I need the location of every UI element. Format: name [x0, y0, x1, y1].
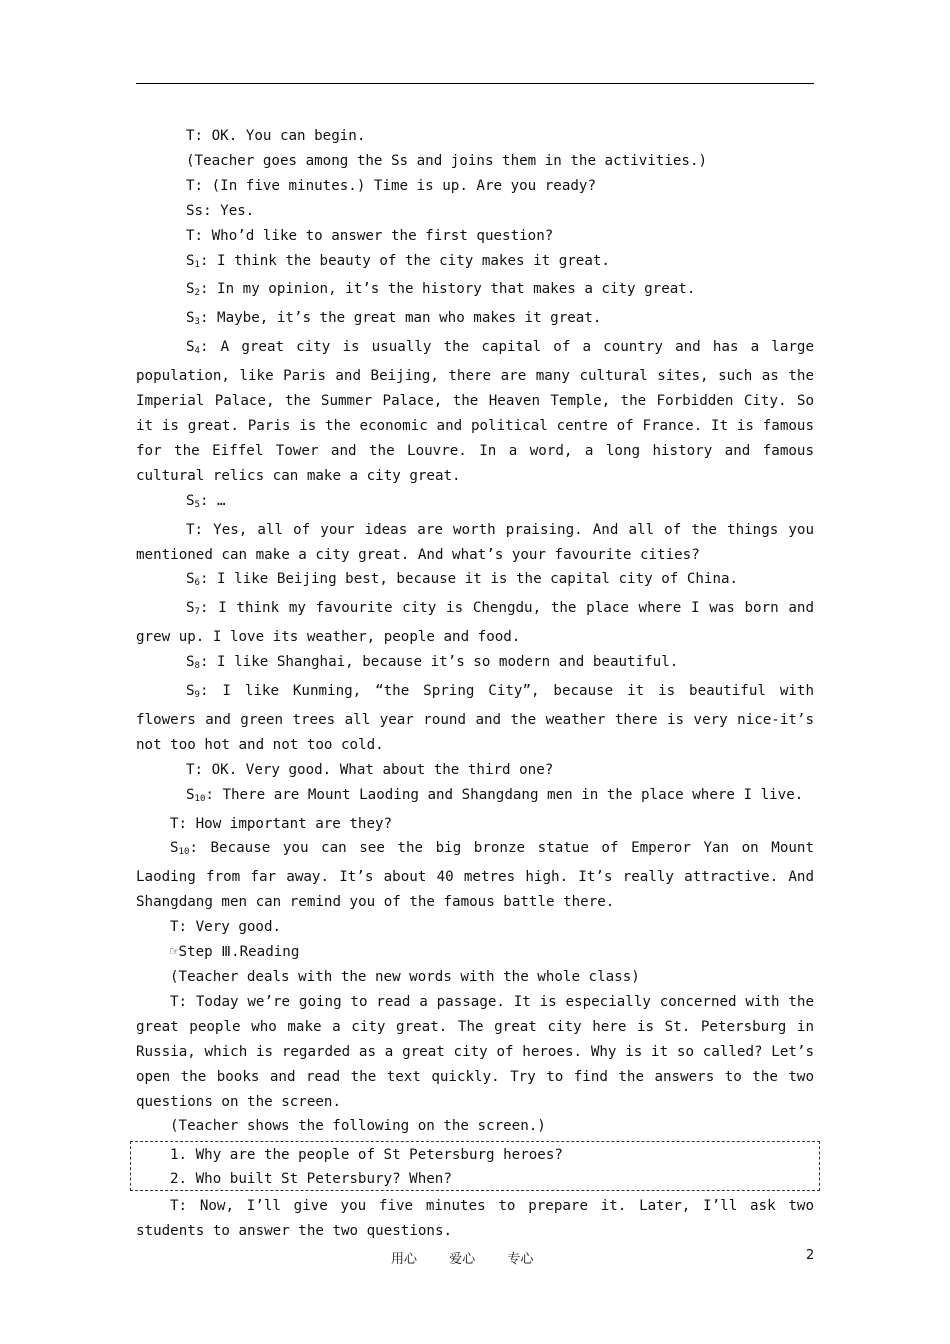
speaker-label: S	[186, 600, 195, 617]
speaker-label: S	[186, 252, 195, 269]
screen-questions-box	[130, 1141, 820, 1191]
footer-item-2: 爱心	[449, 1252, 476, 1267]
dialogue-line	[136, 249, 814, 278]
dialogue-line	[136, 199, 814, 224]
dialogue-line	[136, 965, 814, 990]
line-text: (Teacher shows the following on the screen.)	[170, 1118, 546, 1135]
screen-question-1: 1. Why are the people of St Petersburg heroes?	[170, 1147, 563, 1164]
dialogue-line	[136, 567, 814, 596]
line-text: : …	[199, 492, 226, 509]
speaker-label: S	[186, 492, 195, 509]
speaker-label: S	[186, 571, 195, 588]
dialogue-line	[136, 335, 823, 488]
line-text: : There are Mount Laoding and Shangdang men in the place where I live.	[205, 786, 804, 803]
line-text: ☞Step Ⅲ.Reading	[170, 944, 300, 961]
line-text: : I think my favourite city is Chengdu, the place where I was born and grew up. I love its weather, people and food.	[136, 600, 823, 646]
dialogue-line	[136, 306, 814, 335]
line-text: T: OK. Very good. What about the third one?	[186, 761, 554, 778]
dialogue-line	[136, 224, 814, 249]
line-text: T: OK. You can begin.	[186, 128, 366, 144]
dialogue-line	[136, 149, 814, 174]
speaker-label: S	[170, 840, 179, 857]
speaker-number: 5	[194, 499, 200, 510]
speaker-number: 8	[194, 661, 200, 672]
dialogue-line	[136, 124, 814, 149]
line-text: : I like Beijing best, because it is the capital city of China.	[199, 571, 739, 588]
speaker-number: 10	[178, 847, 190, 858]
line-text: : In my opinion, it’s the history that makes a city great.	[199, 281, 696, 298]
line-text: : I think the beauty of the city makes it great.	[199, 252, 610, 269]
dialogue-line	[136, 679, 823, 758]
speaker-label: S	[186, 339, 195, 356]
box-right-border	[819, 1141, 820, 1191]
page-number: 2	[806, 1248, 815, 1263]
line-text: Ss: Yes.	[186, 202, 255, 219]
dialogue-line	[136, 489, 814, 518]
dialogue-line	[136, 836, 823, 915]
dialogue-line	[136, 940, 814, 965]
line-text: : Because you can see the big bronze statue of Emperor Yan on Mount Laoding from far away. It’s about 40 metres high. It’s really attractive. And Shangdang men can remind you of the famous battle there.	[136, 840, 823, 911]
box-top-border	[130, 1141, 820, 1142]
line-text: (Teacher deals with the new words with the whole class)	[170, 969, 640, 985]
header-rule	[136, 83, 814, 84]
footer-motto	[391, 1248, 561, 1267]
box-bottom-border	[130, 1190, 820, 1191]
speaker-number: 1	[194, 259, 200, 270]
line-text: : Maybe, it’s the great man who makes it great.	[199, 310, 602, 327]
line-text: T: Yes, all of your ideas are worth praising. And all of the things you mentioned can make a city great. And what’s your favourite cities?	[136, 521, 823, 563]
speaker-number: 7	[194, 607, 200, 618]
line-text: T: Who’d like to answer the first question?	[186, 227, 554, 244]
screen-question-2: 2. Who built St Petersbury? When?	[170, 1171, 452, 1188]
dialogue-line	[136, 812, 814, 837]
dialogue-line	[136, 1114, 814, 1139]
dialogue-line	[136, 174, 814, 199]
dialogue-line	[136, 277, 814, 306]
speaker-label: S	[186, 310, 195, 327]
speaker-label: S	[186, 654, 195, 671]
line-text: (Teacher goes among the Ss and joins them in the activities.)	[186, 152, 708, 169]
footer-item-1: 用心	[391, 1252, 418, 1267]
dialogue-line	[136, 650, 814, 679]
line-text: T: How important are they?	[170, 815, 393, 832]
line-text: : A great city is usually the capital of a country and has a large population, like Paris and Beijing, there are many cultural sites, such as the Imperial Palace, the Summer Palace, the Heaven Temple, the Forbidden City. So it is great. Paris is the economic and political centre of France. It is famous for the Eiffel Tower and the Louvre. In a word, a long history and famous cultural relics can make a city great.	[136, 339, 823, 484]
speaker-number: 4	[194, 346, 200, 357]
speaker-label: S	[186, 281, 195, 298]
speaker-number: 9	[194, 690, 200, 701]
line-text: T: Very good.	[170, 919, 282, 936]
speaker-number: 2	[194, 288, 200, 299]
dialogue-line	[136, 915, 814, 940]
dialogue-line	[136, 783, 814, 812]
speaker-number: 3	[194, 317, 200, 328]
line-text: : I like Shanghai, because it’s so modern and beautiful.	[199, 654, 679, 671]
line-text: : I like Kunming, “the Spring City”, because it is beautiful with flowers and green trees all year round and the weather there is very nice-it’s not too hot and not too cold.	[136, 683, 823, 753]
dialogue-line	[136, 990, 823, 1115]
speaker-label: S	[186, 683, 195, 700]
footer-item-3: 专心	[507, 1252, 534, 1267]
document-body	[136, 124, 823, 1244]
speaker-number: 6	[194, 578, 200, 589]
speaker-number: 10	[194, 793, 206, 804]
closing-paragraph: T: Now, I’ll give you five minutes to prepare it. Later, I’ll ask two students to answer the two questions.	[136, 1198, 823, 1240]
dialogue-line	[136, 758, 814, 783]
line-text: T: (In five minutes.) Time is up. Are you ready?	[186, 177, 596, 194]
dialogue-line	[136, 518, 823, 568]
line-text: T: Today we’re going to read a passage. It is especially concerned with the great people who make a city great. The great city here is St. Petersburg in Russia, which is regarded as a great city of heroes. Why is it so called? Let’s open the books and read the text quickly. Try to find the answers to the two questions on the screen.	[136, 993, 823, 1110]
dialogue-paragraphs	[136, 124, 823, 1139]
speaker-label: S	[186, 786, 195, 803]
dialogue-line	[136, 596, 823, 650]
box-left-border	[130, 1141, 131, 1191]
